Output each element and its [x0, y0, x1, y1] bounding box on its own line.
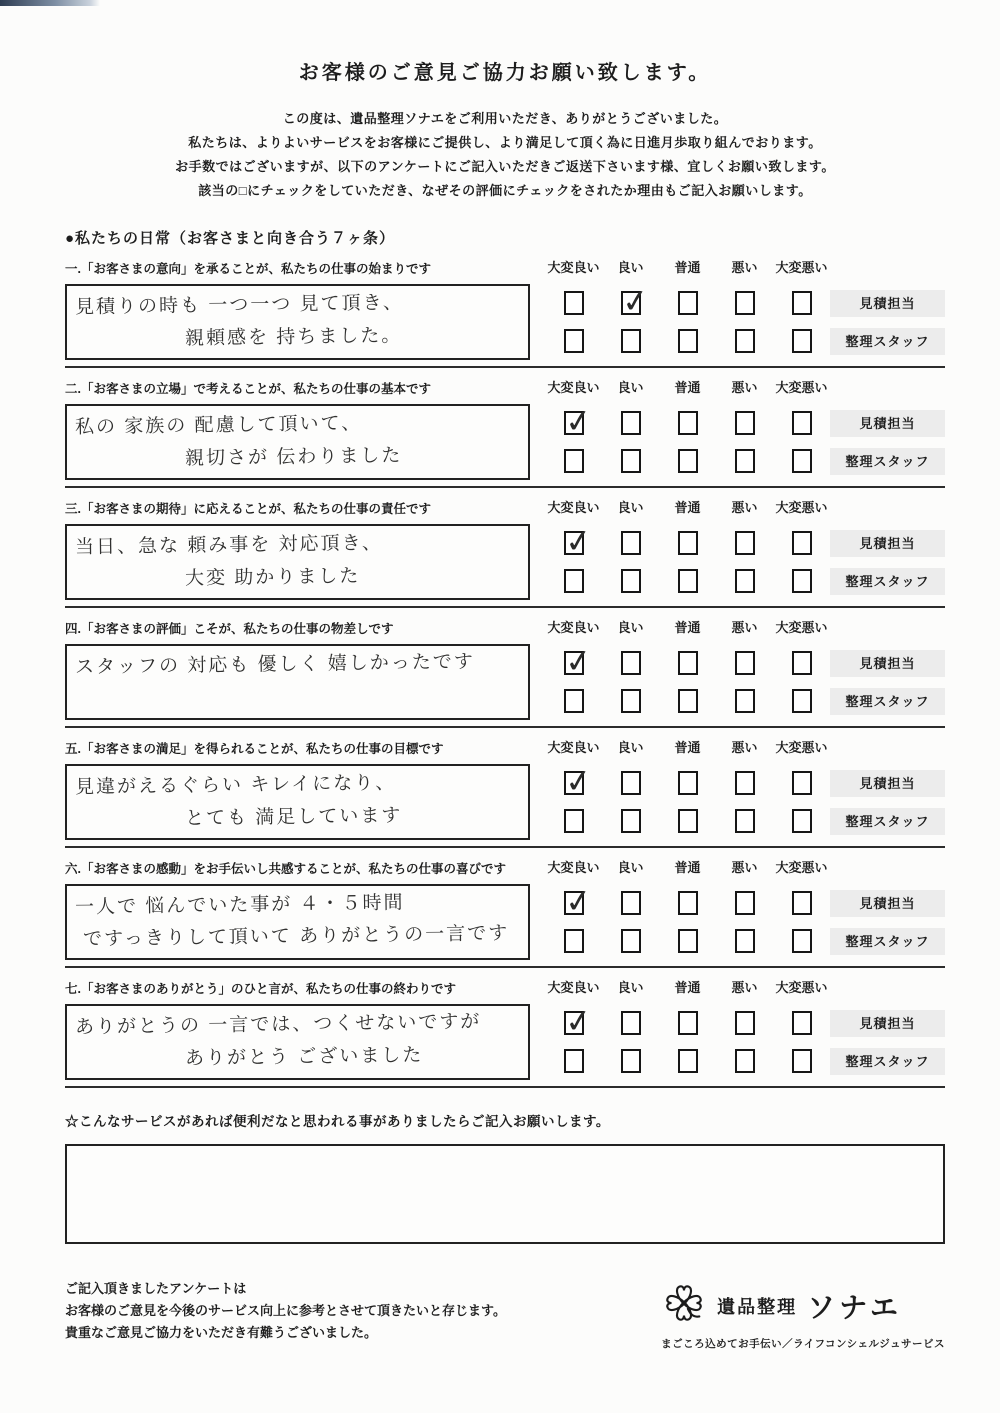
rating-label-bad: 悪い: [731, 980, 758, 995]
rating-label-good: 良い: [617, 380, 644, 395]
question-header: [65, 737, 945, 757]
very-bad-checkbox[interactable]: [792, 809, 812, 833]
bad-checkbox[interactable]: [735, 569, 755, 593]
normal-checkbox[interactable]: [678, 771, 698, 795]
handwritten-comment-line: 大変 助かりました: [184, 565, 361, 590]
estimator-rating-row: [545, 764, 945, 802]
rating-label-very-good: 大変良い: [547, 620, 600, 635]
very-good-checkbox[interactable]: [564, 809, 584, 833]
estimator-label: 見積担当: [830, 1010, 945, 1037]
good-checkbox[interactable]: [621, 1049, 641, 1073]
normal-checkbox[interactable]: [678, 1049, 698, 1073]
rating-header: [545, 617, 830, 636]
rating-label-normal: 普通: [674, 620, 701, 635]
bad-checkbox[interactable]: [735, 771, 755, 795]
good-checkbox[interactable]: [621, 689, 641, 713]
bad-checkbox[interactable]: [735, 891, 755, 915]
scan-artifact: [0, 0, 100, 6]
rating-label-normal: 普通: [674, 500, 701, 515]
handwritten-comment-line: ありがとう ございました: [184, 1045, 424, 1070]
question-header: [65, 377, 945, 397]
very-bad-checkbox[interactable]: [792, 449, 812, 473]
staff-rating-row: [545, 1042, 945, 1080]
rating-label-very-good: 大変良い: [547, 260, 600, 275]
comment-box[interactable]: [65, 764, 530, 840]
very-good-checkbox[interactable]: [564, 651, 584, 675]
comment-box[interactable]: [65, 284, 530, 360]
intro-paragraph: [65, 107, 945, 203]
check-area: [545, 1004, 945, 1080]
question-body: [65, 524, 945, 600]
bad-checkbox[interactable]: [735, 411, 755, 435]
good-checkbox[interactable]: [621, 291, 641, 315]
very-bad-checkbox[interactable]: [792, 771, 812, 795]
footer-line: ご記入頂きましたアンケートは: [65, 1281, 247, 1296]
rating-label-normal: 普通: [674, 740, 701, 755]
rating-label-good: 良い: [617, 740, 644, 755]
estimator-rating-row: [545, 404, 945, 442]
rating-header: [545, 377, 830, 396]
question-body: [65, 404, 945, 480]
question-header: [65, 977, 945, 997]
rating-label-good: 良い: [617, 620, 644, 635]
rating-label-normal: 普通: [674, 980, 701, 995]
question-title: 一.「お客さまの意向」を承ることが、私たちの仕事の始まりです: [65, 262, 431, 276]
very-bad-checkbox[interactable]: [792, 329, 812, 353]
question-block-4: [65, 608, 945, 728]
staff-rating-row: [545, 442, 945, 480]
comment-box[interactable]: [65, 644, 530, 720]
footer-line: 貴重なご意見ご協力をいただき有難うございました。: [65, 1325, 378, 1340]
extra-service-prompt: ☆こんなサービスがあれば便利だなと思われる事がありましたらご記入お願いします。: [65, 1114, 610, 1129]
very-bad-checkbox[interactable]: [792, 891, 812, 915]
very-good-checkbox[interactable]: [564, 531, 584, 555]
company-logo: [661, 1280, 945, 1351]
check-area: [545, 644, 945, 720]
question-header: [65, 857, 945, 877]
rating-label-very-good: 大変良い: [547, 380, 600, 395]
very-good-checkbox[interactable]: [564, 689, 584, 713]
very-bad-checkbox[interactable]: [792, 569, 812, 593]
rating-label-good: 良い: [617, 980, 644, 995]
good-checkbox[interactable]: [621, 531, 641, 555]
question-header: [65, 257, 945, 277]
question-title: 六.「お客さまの感動」をお手伝いし共感することが、私たちの仕事の喜びです: [65, 862, 506, 876]
staff-rating-row: [545, 322, 945, 360]
question-body: [65, 884, 945, 960]
normal-checkbox[interactable]: [678, 929, 698, 953]
rating-label-very-bad: 大変悪い: [775, 380, 828, 395]
question-block-6: [65, 848, 945, 968]
staff-label: 整理スタッフ: [830, 808, 945, 835]
rating-header: [545, 737, 830, 756]
rating-label-normal: 普通: [674, 860, 701, 875]
rating-header: [545, 977, 830, 996]
rating-label-normal: 普通: [674, 260, 701, 275]
extra-comment-box[interactable]: [65, 1144, 945, 1244]
rating-label-very-bad: 大変悪い: [775, 740, 828, 755]
very-bad-checkbox[interactable]: [792, 689, 812, 713]
question-block-3: [65, 488, 945, 608]
check-area: [545, 764, 945, 840]
rating-label-very-bad: 大変悪い: [775, 860, 828, 875]
question-title: 三.「お客さまの期待」に応えることが、私たちの仕事の責任です: [65, 502, 431, 516]
good-checkbox[interactable]: [621, 809, 641, 833]
good-checkbox[interactable]: [621, 449, 641, 473]
question-header: [65, 497, 945, 517]
good-checkbox[interactable]: [621, 771, 641, 795]
staff-rating-row: [545, 562, 945, 600]
rating-header: [545, 857, 830, 876]
rating-label-very-good: 大変良い: [547, 740, 600, 755]
bad-checkbox[interactable]: [735, 329, 755, 353]
very-good-checkbox[interactable]: [564, 1011, 584, 1035]
estimator-rating-row: [545, 644, 945, 682]
rating-label-bad: 悪い: [731, 500, 758, 515]
normal-checkbox[interactable]: [678, 531, 698, 555]
intro-line: お手数ではございますが、以下のアンケートにご記入いただきご返送下さいます様、宜しくお願い致します。: [175, 159, 835, 174]
estimator-label: 見積担当: [830, 650, 945, 677]
rating-label-very-bad: 大変悪い: [775, 620, 828, 635]
handwritten-comment-line: 一人で 悩んでいた事が ４・５時間: [74, 892, 405, 919]
very-bad-checkbox[interactable]: [792, 929, 812, 953]
question-title: 四.「お客さまの評価」こそが、私たちの仕事の物差しです: [65, 622, 394, 636]
clover-icon: [661, 1280, 707, 1331]
estimator-rating-row: [545, 884, 945, 922]
handwritten-comment-line: とても 満足しています: [184, 805, 403, 830]
handwritten-comment-line: 当日、急な 頼み事を 対応頂き、: [74, 532, 383, 559]
comment-box[interactable]: [65, 1004, 530, 1080]
survey-content: [0, 56, 1000, 1351]
question-header: [65, 617, 945, 637]
estimator-label: 見積担当: [830, 410, 945, 437]
bad-checkbox[interactable]: [735, 1049, 755, 1073]
intro-line: この度は、遺品整理ソナエをご利用いただき、ありがとうございました。: [282, 111, 728, 126]
question-title: 二.「お客さまの立場」で考えることが、私たちの仕事の基本です: [65, 382, 431, 396]
very-good-checkbox[interactable]: [564, 411, 584, 435]
rating-label-good: 良い: [617, 500, 644, 515]
very-good-checkbox[interactable]: [564, 329, 584, 353]
bad-checkbox[interactable]: [735, 1011, 755, 1035]
very-good-checkbox[interactable]: [564, 771, 584, 795]
rating-label-bad: 悪い: [731, 740, 758, 755]
estimator-label: 見積担当: [830, 890, 945, 917]
question-block-2: [65, 368, 945, 488]
estimator-label: 見積担当: [830, 530, 945, 557]
question-title: 五.「お客さまの満足」を得られることが、私たちの仕事の目標です: [65, 742, 444, 756]
comment-box[interactable]: [65, 404, 530, 480]
staff-label: 整理スタッフ: [830, 928, 945, 955]
staff-label: 整理スタッフ: [830, 688, 945, 715]
footer-thanks-text: [65, 1278, 506, 1344]
intro-line: 該当の□にチェックをしていただき、なぜその評価にチェックをされたか理由もご記入お願いします。: [198, 183, 812, 198]
very-bad-checkbox[interactable]: [792, 1011, 812, 1035]
very-good-checkbox[interactable]: [564, 449, 584, 473]
question-body: [65, 764, 945, 840]
normal-checkbox[interactable]: [678, 689, 698, 713]
extra-service-section: [65, 1110, 945, 1244]
bad-checkbox[interactable]: [735, 531, 755, 555]
handwritten-comment-line: 親切さが 伝わりました: [184, 445, 403, 470]
handwritten-comment-line: 見違がえるぐらい キレイになり、: [74, 772, 397, 799]
estimator-label: 見積担当: [830, 290, 945, 317]
rating-header: [545, 497, 830, 516]
good-checkbox[interactable]: [621, 651, 641, 675]
normal-checkbox[interactable]: [678, 891, 698, 915]
brand-tagline: まごころ込めてお手伝い／ライフコンシェルジュサービス: [661, 1338, 945, 1350]
intro-line: 私たちは、よりよいサービスをお客様にご提供し、より満足して頂く為に日進月歩取り組んでおります。: [188, 135, 822, 150]
bad-checkbox[interactable]: [735, 291, 755, 315]
staff-rating-row: [545, 802, 945, 840]
rating-label-bad: 悪い: [731, 380, 758, 395]
very-good-checkbox[interactable]: [564, 891, 584, 915]
estimator-rating-row: [545, 1004, 945, 1042]
estimator-rating-row: [545, 284, 945, 322]
rating-label-bad: 悪い: [731, 260, 758, 275]
very-good-checkbox[interactable]: [564, 929, 584, 953]
very-bad-checkbox[interactable]: [792, 651, 812, 675]
very-bad-checkbox[interactable]: [792, 531, 812, 555]
comment-box[interactable]: [65, 884, 530, 960]
comment-box[interactable]: [65, 524, 530, 600]
rating-label-very-good: 大変良い: [547, 860, 600, 875]
rating-header: [545, 257, 830, 276]
question-block-1: [65, 248, 945, 368]
rating-label-bad: 悪い: [731, 860, 758, 875]
normal-checkbox[interactable]: [678, 651, 698, 675]
section-heading: ●私たちの日常（お客さまと向き合う７ヶ条）: [65, 230, 396, 247]
handwritten-comment-line: ありがとうの 一言では、つくせないですが: [74, 1011, 482, 1039]
bad-checkbox[interactable]: [735, 651, 755, 675]
footer-line: お客様のご意見を今後のサービス向上に参考とさせて頂きたいと存じます。: [65, 1303, 506, 1318]
good-checkbox[interactable]: [621, 929, 641, 953]
normal-checkbox[interactable]: [678, 569, 698, 593]
staff-label: 整理スタッフ: [830, 1048, 945, 1075]
rating-label-good: 良い: [617, 860, 644, 875]
brand-name: ソナエ: [807, 1291, 902, 1323]
very-bad-checkbox[interactable]: [792, 1049, 812, 1073]
staff-label: 整理スタッフ: [830, 448, 945, 475]
brand-prefix: 遺品整理: [717, 1296, 798, 1317]
normal-checkbox[interactable]: [678, 809, 698, 833]
check-area: [545, 524, 945, 600]
very-good-checkbox[interactable]: [564, 569, 584, 593]
normal-checkbox[interactable]: [678, 291, 698, 315]
bad-checkbox[interactable]: [735, 689, 755, 713]
handwritten-comment-line: スタッフの 対応も 優しく 嬉しかったです: [74, 651, 475, 679]
question-title: 七.「お客さまのありがとう」のひと言が、私たちの仕事の終わりです: [65, 982, 456, 996]
check-area: [545, 404, 945, 480]
rating-label-normal: 普通: [674, 380, 701, 395]
rating-label-good: 良い: [617, 260, 644, 275]
very-good-checkbox[interactable]: [564, 1049, 584, 1073]
footer: [65, 1278, 945, 1351]
good-checkbox[interactable]: [621, 569, 641, 593]
staff-rating-row: [545, 682, 945, 720]
staff-label: 整理スタッフ: [830, 568, 945, 595]
question-block-5: [65, 728, 945, 848]
bad-checkbox[interactable]: [735, 809, 755, 833]
normal-checkbox[interactable]: [678, 329, 698, 353]
page-title: お客様のご意見ご協力お願い致します。: [298, 62, 712, 84]
rating-label-bad: 悪い: [731, 620, 758, 635]
question-body: [65, 644, 945, 720]
check-area: [545, 884, 945, 960]
handwritten-comment-line: 見積りの時も 一つ一つ 見て頂き、: [74, 292, 404, 319]
staff-rating-row: [545, 922, 945, 960]
good-checkbox[interactable]: [621, 1011, 641, 1035]
question-body: [65, 284, 945, 360]
check-area: [545, 284, 945, 360]
question-block-7: [65, 968, 945, 1088]
bad-checkbox[interactable]: [735, 449, 755, 473]
good-checkbox[interactable]: [621, 411, 641, 435]
question-body: [65, 1004, 945, 1080]
rating-label-very-good: 大変良い: [547, 980, 600, 995]
rating-label-very-bad: 大変悪い: [775, 980, 828, 995]
normal-checkbox[interactable]: [678, 411, 698, 435]
bad-checkbox[interactable]: [735, 929, 755, 953]
very-bad-checkbox[interactable]: [792, 291, 812, 315]
handwritten-comment-line: 私の 家族の 配慮して頂いて、: [74, 413, 363, 439]
rating-label-very-good: 大変良い: [547, 500, 600, 515]
very-bad-checkbox[interactable]: [792, 411, 812, 435]
normal-checkbox[interactable]: [678, 449, 698, 473]
estimator-rating-row: [545, 524, 945, 562]
rating-label-very-bad: 大変悪い: [775, 260, 828, 275]
good-checkbox[interactable]: [621, 329, 641, 353]
good-checkbox[interactable]: [621, 891, 641, 915]
normal-checkbox[interactable]: [678, 1011, 698, 1035]
handwritten-comment-line: 親頼感を 持ちました。: [184, 325, 403, 350]
handwritten-comment-line: ですっきりして頂いて ありがとうの一言です: [82, 923, 510, 951]
estimator-label: 見積担当: [830, 770, 945, 797]
rating-label-very-bad: 大変悪い: [775, 500, 828, 515]
staff-label: 整理スタッフ: [830, 328, 945, 355]
very-good-checkbox[interactable]: [564, 291, 584, 315]
